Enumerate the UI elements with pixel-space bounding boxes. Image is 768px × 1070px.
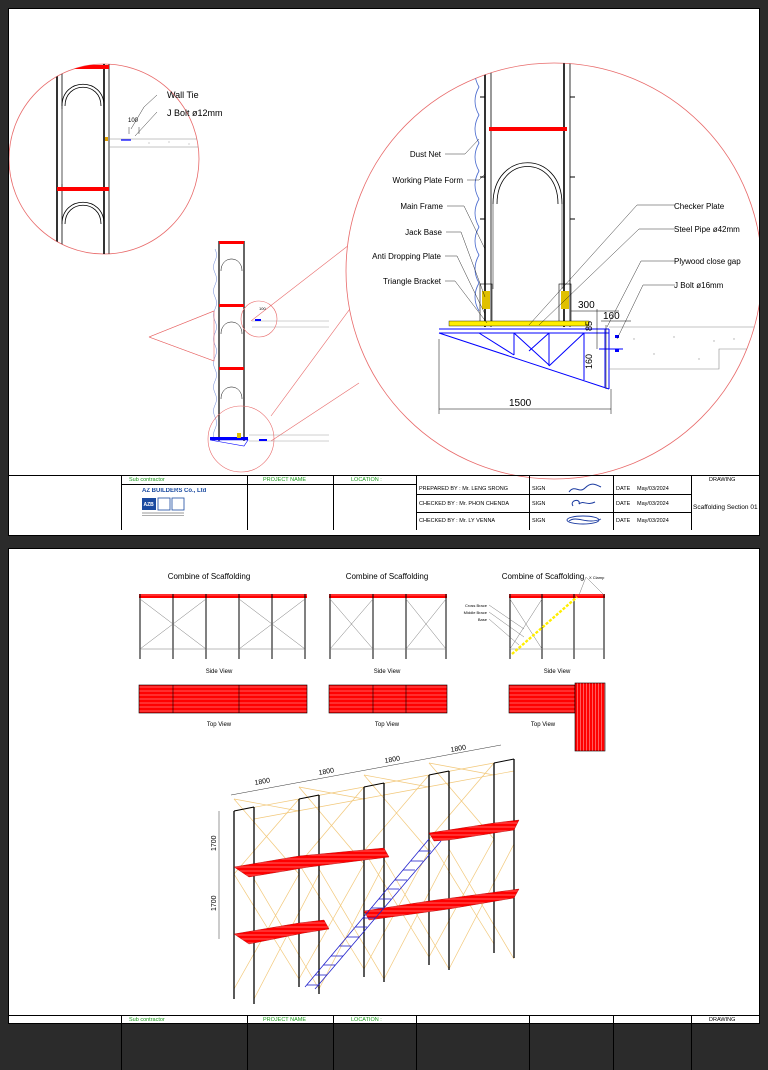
base-label: Base bbox=[477, 617, 487, 622]
date-value-2: May/03/2024 bbox=[637, 501, 669, 507]
isometric-view bbox=[211, 744, 519, 1004]
date-label-3: DATE bbox=[616, 518, 631, 524]
sign-label-1: SIGN bbox=[532, 486, 546, 492]
signature-2 bbox=[565, 496, 605, 510]
drawing-sheet-1 bbox=[8, 8, 760, 536]
drawing-title: Scaffolding Section 01 bbox=[693, 504, 758, 511]
svg-text:AZB: AZB bbox=[143, 502, 154, 508]
label-main-frame: Main Frame bbox=[400, 202, 443, 211]
label-dust-net: Dust Net bbox=[409, 150, 441, 159]
date-value-3: May/03/2024 bbox=[637, 518, 669, 524]
drawing-label: DRAWING bbox=[709, 477, 736, 483]
label-checker-plate: Checker Plate bbox=[674, 202, 725, 211]
date-label-1: DATE bbox=[616, 486, 631, 492]
iso-dim-w2: 1800 bbox=[318, 767, 335, 777]
iso-dim-h2: 1700 bbox=[211, 895, 218, 911]
label-triangle-bracket: Triangle Bracket bbox=[383, 277, 441, 286]
combo-2 bbox=[329, 572, 447, 728]
combo-3-side-label: Side View bbox=[543, 669, 571, 675]
dim-160-side: 160 bbox=[584, 353, 594, 369]
mini-dim-100: 100 bbox=[259, 306, 266, 311]
combo-1-top-label: Top View bbox=[206, 722, 232, 728]
x-clamp-label: X Clamp bbox=[589, 575, 605, 580]
iso-dim-w1: 1800 bbox=[254, 777, 271, 787]
title-block-2 bbox=[9, 1015, 759, 1070]
location-label-2: LOCATION : bbox=[351, 1017, 382, 1023]
signature-3 bbox=[563, 513, 607, 527]
combination-drawing bbox=[9, 549, 759, 1025]
dim-1500: 1500 bbox=[509, 398, 532, 409]
combo-3 bbox=[464, 572, 605, 751]
cross-brace-label: Cross Brace bbox=[464, 603, 487, 608]
combo-2-side-label: Side View bbox=[373, 669, 401, 675]
combo-2-top-label: Top View bbox=[374, 722, 400, 728]
project-name-label: PROJECT NAME bbox=[263, 477, 306, 483]
iso-dim-w4: 1800 bbox=[450, 744, 467, 754]
company-name: AZ BUILDERS Co., Ltd bbox=[142, 488, 207, 494]
drawing-sheet-2 bbox=[8, 548, 760, 1024]
wall-tie-label: Wall Tie bbox=[167, 90, 199, 100]
sign-label-3: SIGN bbox=[532, 518, 546, 524]
project-name-label-2: PROJECT NAME bbox=[263, 1017, 306, 1023]
date-label-2: DATE bbox=[616, 501, 631, 507]
date-value-1: May/03/2024 bbox=[637, 486, 669, 492]
label-working-plate-form: Working Plate Form bbox=[392, 176, 463, 185]
iso-dim-w3: 1800 bbox=[384, 755, 401, 765]
sub-contractor-label: Sub contractor bbox=[129, 477, 165, 483]
location-label: LOCATION : bbox=[351, 477, 382, 483]
combo-1 bbox=[139, 572, 307, 728]
detail-top-circle bbox=[9, 54, 244, 269]
dim-100-top: 100 bbox=[128, 118, 139, 124]
sign-label-2: SIGN bbox=[532, 501, 546, 507]
detail-main-circle bbox=[346, 49, 759, 479]
combo-3-title: Combine of Scaffolding bbox=[501, 572, 585, 581]
combo-3-top-label: Top View bbox=[530, 722, 556, 728]
label-plywood-close-gap: Plywood close gap bbox=[674, 257, 741, 266]
prepared-by: PREPARED BY : Mr. LENG SRONG bbox=[419, 486, 509, 492]
title-block bbox=[9, 475, 759, 530]
dim-85: 85 bbox=[584, 320, 594, 331]
label-anti-dropping-plate: Anti Dropping Plate bbox=[372, 252, 441, 261]
sub-contractor-label-2: Sub contractor bbox=[129, 1017, 165, 1023]
combo-1-side-label: Side View bbox=[205, 669, 233, 675]
label-j-bolt-16: J Bolt ø16mm bbox=[674, 281, 724, 290]
drawing-label-2: DRAWING bbox=[709, 1017, 736, 1023]
combo-2-title: Combine of Scaffolding bbox=[345, 572, 429, 581]
signature-1 bbox=[565, 482, 605, 496]
dim-160-top: 160 bbox=[603, 311, 620, 322]
combo-1-title: Combine of Scaffolding bbox=[167, 572, 251, 581]
mini-elevation bbox=[149, 241, 329, 472]
j-bolt-12-label: J Bolt ø12mm bbox=[167, 108, 223, 118]
dim-300: 300 bbox=[578, 300, 595, 311]
middle-brace-label: Middle Brace bbox=[463, 610, 487, 615]
label-jack-base: Jack Base bbox=[405, 228, 442, 237]
checked-by-2: CHECKED BY : Mr. LY VENNA bbox=[419, 518, 496, 524]
iso-dim-h1: 1700 bbox=[211, 835, 218, 851]
checked-by-1: CHECKED BY : Mr. PHON CHENDA bbox=[419, 501, 510, 507]
label-steel-pipe: Steel Pipe ø42mm bbox=[674, 225, 740, 234]
section-drawing bbox=[9, 9, 759, 537]
company-logo bbox=[141, 497, 185, 517]
